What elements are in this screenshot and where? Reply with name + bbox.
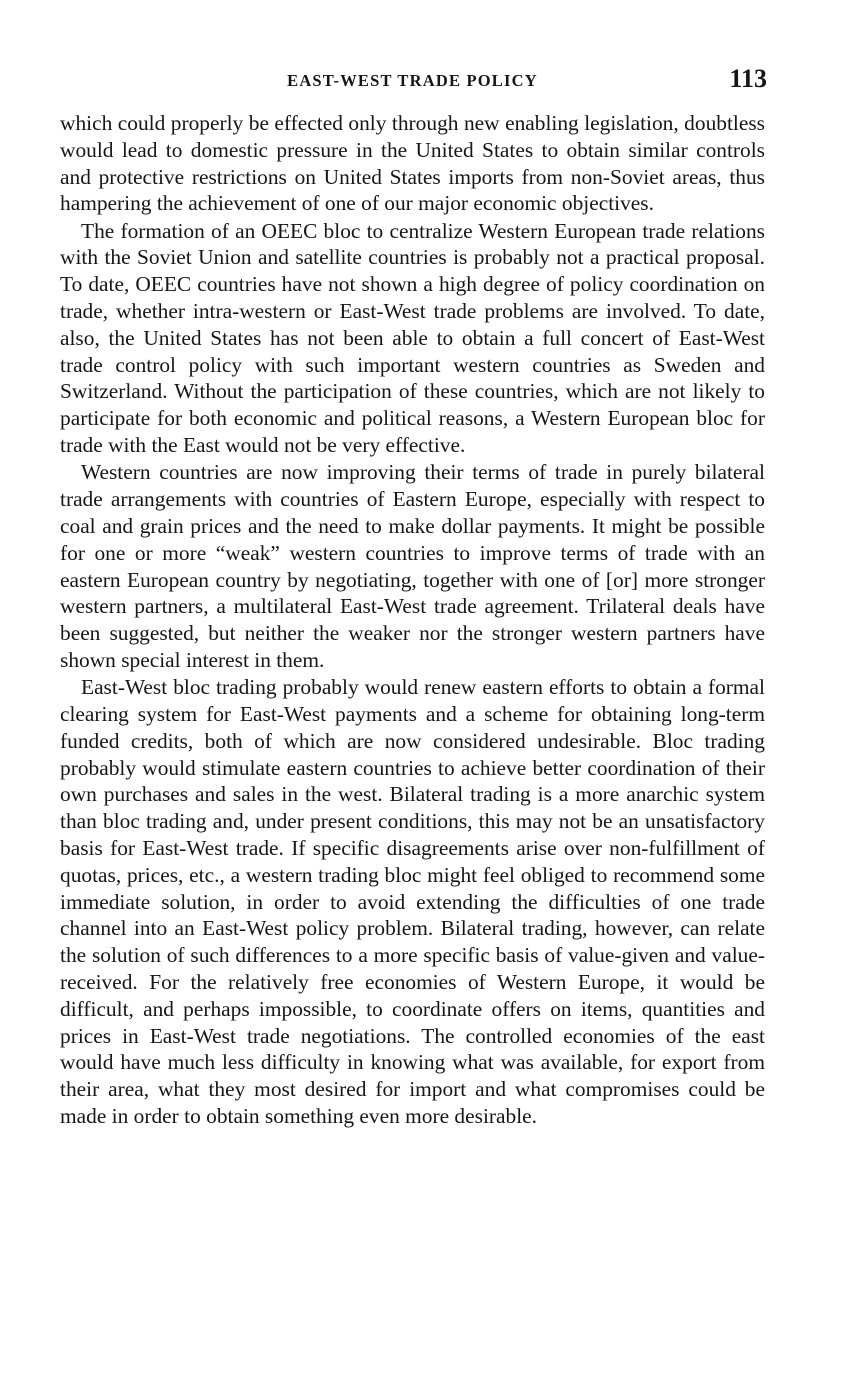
- paragraph-bilateral-arrangements: Western countries are now improving their terms of trade in purely bilateral trade arrangements with countries of Eastern Europe, especially with respect to coal and grain prices and the need to make dollar payments. It might be possible for one or more “weak” western countries to improve terms of trade with an eastern European country by negotiating, together with one of [or] more stronger western partners, a multilateral East-West trade agreement. Trilateral deals have been suggested, but neither the weaker nor the stronger western partners have shown special interest in them.: [60, 460, 765, 672]
- paragraph-oeec-bloc: The formation of an OEEC bloc to centralize Western European trade relations with the Soviet Union and satellite countries is probably not a practical proposal. To date, OEEC countries have not shown a high degree of policy coordination on trade, whether intra-western or East-West trade problems are involved. To date, also, the United States has not been able to obtain a full concert of East-West trade control policy with such important western countries as Sweden and Switzerland. Without the participation of these countries, which are not likely to participate for both economic and political reasons, a Western European bloc for trade with the East would not be very effective.: [60, 218, 765, 458]
- paragraph-bloc-trading: East-West bloc trading probably would renew eastern efforts to obtain a formal clearing system for East-West payments and a scheme for obtaining long-term funded credits, both of which are now considered undesirable. Bloc trading probably would stimulate eastern countries to achieve better coordination of their own purchases and sales in the west. Bilateral trading is a more anarchic system than bloc trading and, under present conditions, this may not be an unsatisfactory basis for East-West trade. If specific disagreements arise over non-fulfillment of quotas, prices, etc., a western trading bloc might feel obliged to recommend some immediate solution, in order to avoid extending the difficulties of one trade channel into an East-West policy problem. Bilateral trading, however, can relate the solution of such differences to a more specific basis of value-given and value-received. For the relatively free economies of Western Europe, it would be difficult, and perhaps impossible, to coordinate offers on items, quantities and prices in East-West trade negotiations. The controlled economies of the east would have much less difficulty in knowing what was available, for export from their area, what they most desired for import and what compromises could be made in order to obtain something even more desirable.: [60, 675, 765, 1128]
- running-title: EAST-WEST TRADE POLICY: [287, 71, 538, 90]
- book-page: [60, 62, 765, 1130]
- paragraph-continuation: which could properly be effected only through new enabling legislation, doubtless would lead to domestic pressure in the United States to obtain similar controls and protective restrictions on United States imports from non-Soviet areas, thus hampering the achievement of one of our major economic objectives.: [60, 111, 765, 216]
- running-head: [60, 62, 765, 96]
- body-text: [60, 110, 765, 1130]
- page-number: 113: [729, 64, 767, 93]
